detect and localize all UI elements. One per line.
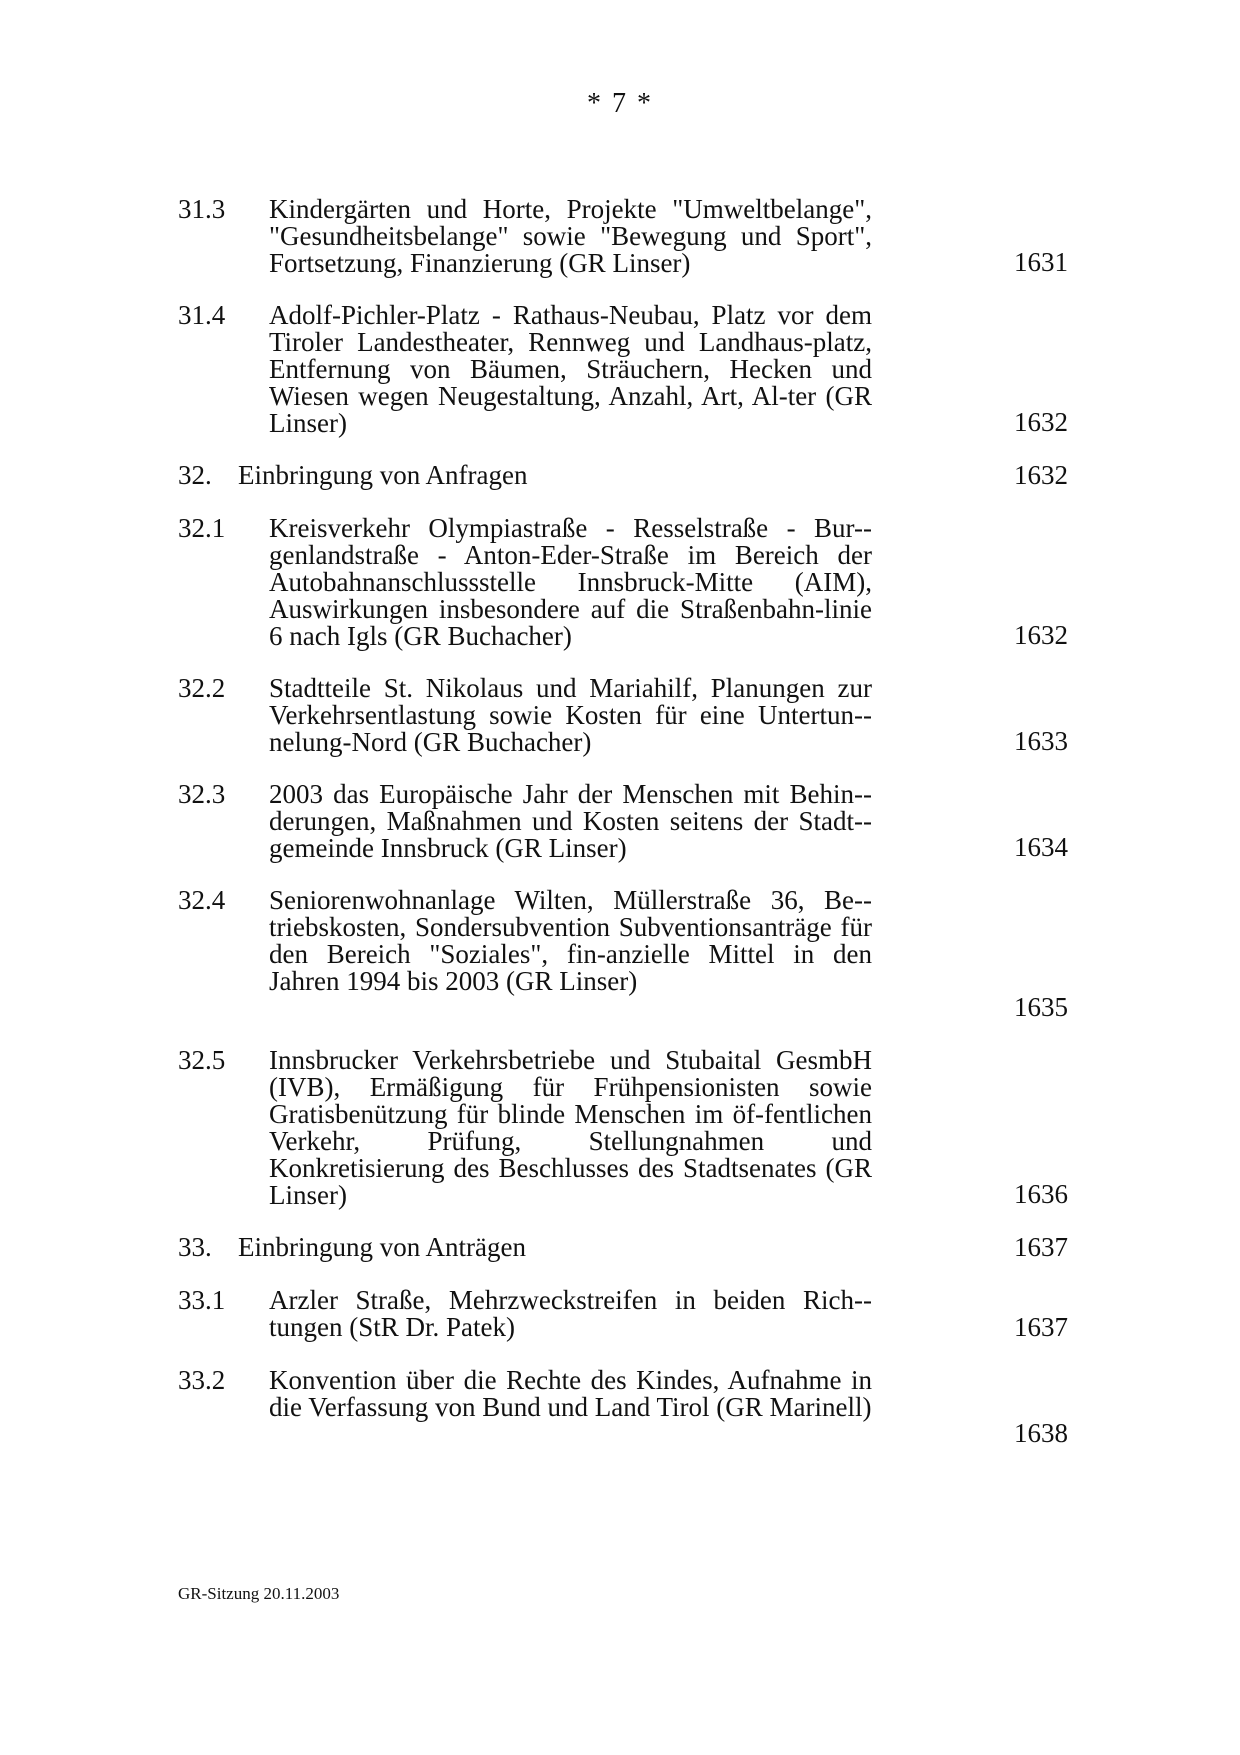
- footer-meeting-date: GR-Sitzung 20.11.2003: [178, 1584, 340, 1603]
- toc-entry-32-5: [178, 1047, 1068, 1208]
- section-page: 1632: [1014, 460, 1068, 490]
- entry-text: Konvention über die Rechte des Kindes, Aufnahme in die Verfassung von Bund und Land Tirol (GR Marinell): [269, 1365, 872, 1422]
- toc-entry-31-4: [178, 302, 1068, 436]
- entry-text: Innsbrucker Verkehrsbetriebe und Stubaital GesmbH (IVB), Ermäßigung für Frühpensionisten sowie Gratisbenützung für blinde Menschen im öf-fentlichen Verkehr, Prüfung, Stellungnahmen und Konkretisierung des Beschlusses des Stadtsenates (GR Linser): [269, 1045, 872, 1210]
- entry-page: 1633: [1014, 726, 1068, 756]
- section-page: 1637: [1014, 1232, 1068, 1262]
- entry-number: 32.5: [178, 1045, 226, 1075]
- toc-entry-33-2: [178, 1367, 1068, 1447]
- section-title: Einbringung von Anträgen: [238, 1232, 526, 1262]
- table-of-contents: [178, 196, 1068, 1447]
- entry-text: 2003 das Europäische Jahr der Menschen mit Behin-derungen, Maßnahmen und Kosten seitens der Stadt-gemeinde Innsbruck (GR Linser): [269, 779, 872, 863]
- page-number: * 7 *: [587, 88, 653, 119]
- entry-number: 31.4: [178, 300, 226, 330]
- entry-text: Kreisverkehr Olympiastraße - Resselstraße - Bur-genlandstraße - Anton-Eder-Straße im Bereich der Autobahnanschlussstelle Innsbruck-Mitte (AIM), Auswirkungen insbesondere auf die Straßenbahn-linie 6 nach Igls (GR Buchacher): [269, 513, 872, 651]
- entry-text: Arzler Straße, Mehrzweckstreifen in beiden Rich-tungen (StR Dr. Patek): [269, 1285, 872, 1342]
- entry-page: 1632: [1014, 407, 1068, 437]
- entry-number: 32.3: [178, 779, 226, 809]
- entry-number: 32.1: [178, 513, 226, 543]
- toc-entry-32-2: [178, 675, 1068, 755]
- toc-section-33: [178, 1234, 1068, 1261]
- toc-section-32: [178, 462, 1068, 489]
- entry-number: 32.4: [178, 885, 226, 915]
- entry-page: 1635: [1014, 992, 1068, 1022]
- entry-text: Seniorenwohnanlage Wilten, Müllerstraße 36, Be-triebskosten, Sondersubvention Subventionsanträge für den Bereich "Soziales", fin-anzielle Mittel in den Jahren 1994 bis 2003 (GR Linser): [269, 885, 872, 996]
- section-number: 32.: [178, 460, 212, 490]
- entry-number: 31.3: [178, 194, 226, 224]
- entry-page: 1636: [1014, 1179, 1068, 1209]
- section-number: 33.: [178, 1232, 212, 1262]
- entry-text: Adolf-Pichler-Platz - Rathaus-Neubau, Platz vor dem Tiroler Landestheater, Rennweg und Landhaus-platz, Entfernung von Bäumen, Sträuchern, Hecken und Wiesen wegen Neugestaltung, Anzahl, Art, Al-ter (GR Linser): [269, 300, 872, 438]
- toc-entry-33-1: [178, 1287, 1068, 1341]
- toc-entry-32-4: [178, 887, 1068, 1021]
- entry-page: 1637: [1014, 1312, 1068, 1342]
- entry-number: 33.2: [178, 1365, 226, 1395]
- toc-entry-32-1: [178, 515, 1068, 649]
- toc-entry-31-3: [178, 196, 1068, 276]
- entry-text: Stadtteile St. Nikolaus und Mariahilf, Planungen zur Verkehrsentlastung sowie Kosten für eine Untertun-nelung-Nord (GR Buchacher): [269, 673, 872, 757]
- entry-page: 1638: [1014, 1418, 1068, 1448]
- toc-entry-32-3: [178, 781, 1068, 861]
- entry-page: 1632: [1014, 620, 1068, 650]
- entry-page: 1631: [1014, 247, 1068, 277]
- entry-text: Kindergärten und Horte, Projekte "Umweltbelange", "Gesundheitsbelange" sowie "Bewegung und Sport", Fortsetzung, Finanzierung (GR Linser): [269, 194, 872, 278]
- section-title: Einbringung von Anfragen: [238, 460, 528, 490]
- entry-number: 33.1: [178, 1285, 226, 1315]
- entry-page: 1634: [1014, 832, 1068, 862]
- entry-number: 32.2: [178, 673, 226, 703]
